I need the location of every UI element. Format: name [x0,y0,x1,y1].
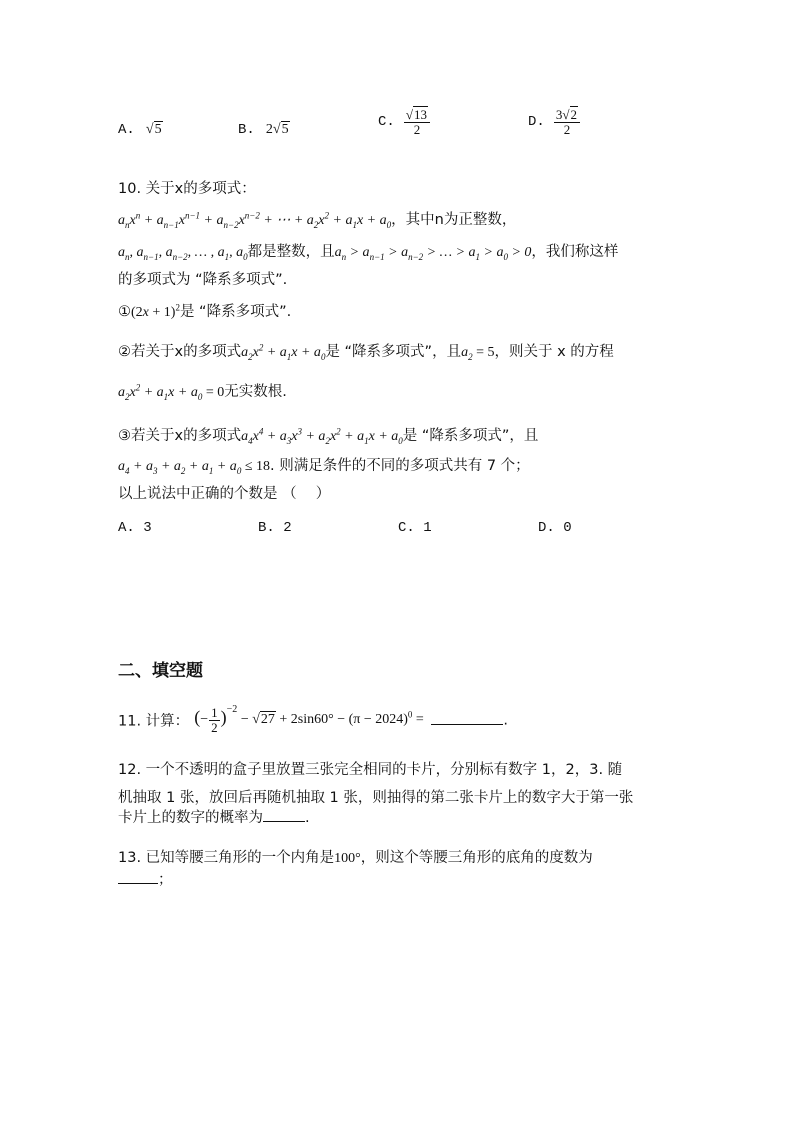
coefficient-list: $a_n$, $a_{n-1}$, $a_{n-2}$, … , $a_1$, $a_0$ [118,245,248,262]
statement-2-head: ②若关于x的多项式 [118,344,242,360]
q10-option-b: B. 2 [258,520,292,536]
q13-line-2 [118,868,173,889]
q11 [118,703,508,735]
statement-2-line2-tail: 无实数根. [224,384,287,400]
q10-polynomial-line [118,208,516,229]
q13-answer-blank[interactable] [118,869,158,884]
q11-label: 11. 计算： [118,713,190,730]
sum-inequality: $a_4 + a_3 + a_2 + a_1 + a_0 \le 18$ [118,459,270,476]
q11-end: . [503,712,508,729]
q10-statement-2-equation [118,380,287,401]
q9-option-b [238,118,290,138]
q10-line2-tail: ，我们称这样 [531,244,619,260]
q12-line-3 [118,806,310,827]
q12-line-2: 机抽取 1 张，放回后再随机抽取 1 张，则抽得的第二张卡片上的数字大于第一张 [118,790,634,806]
q10-option-a: A. 3 [118,520,152,536]
q10-coefficients-line [118,240,618,261]
q11-expression: (− $\frac{1}{2}$ )$^{-2} - √27 + 2\sin 60^\circ - (\pi - 2024)^0$ = [194,703,428,735]
q12-answer-blank[interactable] [263,807,305,822]
q10-statement-3-condition [118,454,530,475]
q9-option-c [378,108,430,136]
option-label: D. [528,114,545,131]
statement-3-poly: $a_4x^4 + a_3x^3 + a_2x^2 + a_1x + a_0$ [241,426,403,446]
option-label: C. [378,114,395,131]
q11-answer-blank[interactable] [431,710,503,725]
statement-3-head: ③若关于x的多项式 [118,428,242,444]
sqrt-expression: √5 [272,122,289,137]
fraction: $\frac{3√2}{2}$ [554,108,580,136]
q13-line-1 [118,846,593,867]
equation: $a_2x^2 + a_1x + a_0 = 0$ [118,382,225,402]
q10-statement-2 [118,340,614,361]
inequality-chain: $a_n > a_{n-1} > a_{n-2}$ > … > $a_1 > a_0 > 0$ [334,245,532,262]
option-label: A. [118,122,135,138]
option-label: B. [238,122,255,138]
q13-tail: ，则这个等腰三角形的底角的度数为 [360,850,593,866]
q10-statement-3 [118,424,538,445]
statement-2-mid: 是 “降系多项式”，且 [325,344,462,360]
statement-2-tail: ，则关于 x 的方程 [494,344,614,360]
q9-option-d [528,108,580,136]
q13-angle: 100° [334,851,361,866]
q9-option-a [118,118,163,138]
q13-end: ； [158,872,173,888]
q10-question: 以上说法中正确的个数是 （ ） [118,486,331,502]
statement-1-expression: $(2x + 1)^2$ [131,302,180,320]
q10-option-c: C. 1 [398,520,432,536]
statement-1-tail: 是 “降系多项式”. [179,304,292,320]
sqrt-expression: √5 [145,122,162,137]
q12-line-1: 12. 一个不透明的盒子里放置三张完全相同的卡片，分别标有数字 1，2，3. 随 [118,762,623,778]
polynomial-expression: $a_nx^n + a_{n-1}x^{n-1} + a_{n-2}x^{n-2}$ + ⋯ + $a_2x^2 + a_1x + a_0$ [118,210,392,230]
q12-line3-text: 卡片上的数字的概率为 [118,810,263,826]
section-heading: 二、填空题 [118,661,203,681]
q10-line2-mid: 都是整数，且 [247,244,335,260]
q10-statement-1: ①(2x + 1)$^2$是 “降系多项式”. [118,302,292,320]
q13-head: 13. 已知等腰三角形的一个内角是 [118,850,335,866]
q12-end: . [305,810,310,826]
q10-option-d: D. 0 [538,520,572,536]
fraction: $\frac{√13}{2}$ [404,108,430,136]
coefficient: 2 [265,122,273,137]
q10-definition-line: 的多项式为 “降系多项式”. [118,272,288,288]
statement-2-poly: $a_2x^2 + a_1x + a_0$ [241,342,326,362]
q10-intro: 10. 关于x的多项式： [118,181,256,197]
q10-line1-tail: ，其中n为正整数， [391,212,517,228]
statement-2-condition: $a_2 = 5$ [461,345,495,362]
statement-3-line2-tail: . 则满足条件的不同的多项式共有 7 个； [270,458,530,474]
statement-3-tail: 是 “降系多项式”，且 [402,428,539,444]
